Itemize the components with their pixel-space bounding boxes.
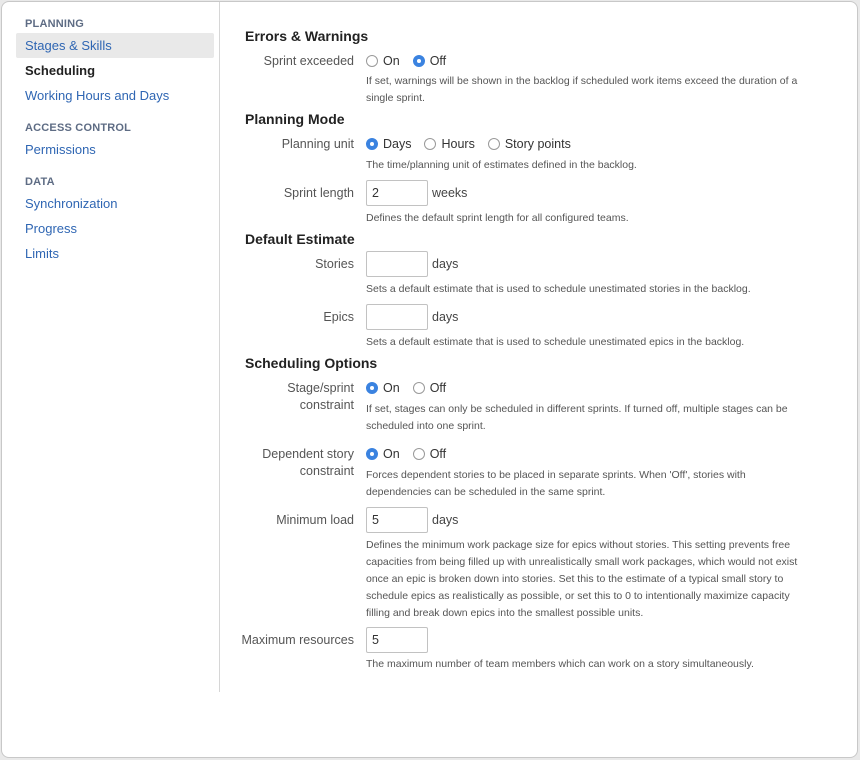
radio-label: Off [429, 54, 447, 68]
radio-button[interactable] [413, 382, 425, 394]
planning-unit-help: The time/planning unit of estimates defined in the backlog. [366, 159, 637, 171]
label-line: Dependent story [262, 447, 354, 461]
section-title-planning-mode: Planning Mode [245, 111, 345, 127]
epics-unit: days [432, 310, 459, 324]
epics-estimate-input[interactable] [366, 304, 428, 330]
stories-label: Stories [315, 257, 354, 271]
planning-unit-radio-group [366, 132, 584, 156]
stage-sprint-constraint-radio-group [366, 376, 459, 400]
radio-label: On [383, 54, 400, 68]
sidebar [2, 2, 220, 692]
stories-help: Sets a default estimate that is used to schedule unestimated stories in the backlog. [366, 283, 751, 295]
stories-control [366, 252, 458, 276]
planning-unit-label: Planning unit [281, 137, 354, 151]
minimum-load-label: Minimum load [276, 513, 354, 527]
stage-sprint-constraint-label [287, 380, 354, 414]
minimum-load-unit: days [432, 513, 459, 527]
radio-button[interactable] [424, 138, 436, 150]
label-line: Stage/sprint [287, 381, 354, 395]
minimum-load-control [366, 508, 458, 532]
radio-button[interactable] [366, 55, 378, 67]
maximum-resources-label: Maximum resources [241, 633, 354, 647]
radio-label: Off [429, 447, 447, 461]
epics-control [366, 305, 458, 329]
radio-label: Story points [504, 137, 571, 151]
nav-item-scheduling[interactable]: Scheduling [25, 63, 96, 78]
section-title-scheduling-options: Scheduling Options [245, 355, 378, 371]
dependent-story-constraint-help: Forces dependent stories to be placed in separate sprints. When 'Off', stories with dependencies can be scheduled in the same sprint. [366, 469, 746, 498]
epics-help: Sets a default estimate that is used to schedule unestimated epics in the backlog. [366, 336, 745, 348]
sprint-length-input[interactable] [366, 180, 428, 206]
dependent-story-on-option[interactable] [366, 447, 400, 461]
label-line: constraint [299, 398, 354, 412]
radio-button[interactable] [488, 138, 500, 150]
stage-sprint-on-option[interactable] [366, 381, 400, 395]
radio-label: Hours [441, 137, 475, 151]
nav-item-working-hours[interactable]: Working Hours and Days [25, 88, 170, 103]
dependent-story-constraint-label [262, 446, 354, 480]
planning-unit-days-option[interactable] [366, 137, 411, 151]
sprint-length-unit: weeks [432, 186, 468, 200]
nav-heading-access-control: ACCESS CONTROL [25, 122, 132, 134]
minimum-load-help: Defines the minimum work package size for epics without stories. This setting prevents free capacities from being filled up with unrealistically small work packages, which would not exist once an epic is broken down into stories. Set this to the estimate of a typical small story to schedule epics as realistically as possible, or set this to 0 to intentionally maximize capacity filling and break down epics into the smallest possible units. [366, 539, 798, 619]
radio-button[interactable] [413, 448, 425, 460]
settings-panel [221, 2, 857, 702]
section-title-default-estimate: Default Estimate [245, 231, 355, 247]
planning-unit-story-points-option[interactable] [488, 137, 571, 151]
sprint-exceeded-off-option[interactable] [413, 54, 446, 68]
planning-unit-hours-option[interactable] [424, 137, 474, 151]
sprint-exceeded-radio-group [366, 49, 459, 73]
radio-label: Off [429, 381, 447, 395]
stage-sprint-off-option[interactable] [413, 381, 446, 395]
settings-window [1, 1, 858, 758]
stories-unit: days [432, 257, 459, 271]
sprint-exceeded-on-option[interactable] [366, 54, 400, 68]
section-title-errors-warnings: Errors & Warnings [245, 28, 369, 44]
maximum-resources-help: The maximum number of team members which can work on a story simultaneously. [366, 658, 754, 670]
radio-label: On [383, 447, 400, 461]
radio-button-selected[interactable] [366, 382, 378, 394]
nav-item-synchronization[interactable]: Synchronization [25, 196, 118, 211]
minimum-load-input[interactable] [366, 507, 428, 533]
maximum-resources-input[interactable] [366, 627, 428, 653]
nav-item-permissions[interactable]: Permissions [25, 142, 96, 157]
stories-estimate-input[interactable] [366, 251, 428, 277]
dependent-story-off-option[interactable] [413, 447, 446, 461]
sprint-exceeded-help: If set, warnings will be shown in the backlog if scheduled work items exceed the duration of a single sprint. [366, 75, 798, 104]
radio-button-selected[interactable] [366, 448, 378, 460]
epics-label: Epics [323, 310, 354, 324]
sprint-length-control [366, 181, 467, 205]
nav-item-progress[interactable]: Progress [25, 221, 78, 236]
radio-label: On [383, 381, 400, 395]
radio-button-selected[interactable] [366, 138, 378, 150]
nav-heading-planning: PLANNING [25, 18, 85, 30]
sprint-length-label: Sprint length [283, 186, 354, 200]
radio-button-selected[interactable] [413, 55, 425, 67]
dependent-story-constraint-radio-group [366, 442, 459, 466]
nav-item-stages-skills[interactable]: Stages & Skills [16, 33, 214, 58]
maximum-resources-control [366, 628, 432, 652]
label-line: constraint [299, 464, 354, 478]
sprint-length-help: Defines the default sprint length for all configured teams. [366, 212, 629, 224]
radio-label: Days [383, 137, 412, 151]
nav-item-limits[interactable]: Limits [25, 246, 59, 261]
sprint-exceeded-label: Sprint exceeded [263, 54, 354, 68]
nav-heading-data: DATA [25, 176, 55, 188]
stage-sprint-constraint-help: If set, stages can only be scheduled in different sprints. If turned off, multiple stages can be scheduled into one sprint. [366, 403, 788, 432]
